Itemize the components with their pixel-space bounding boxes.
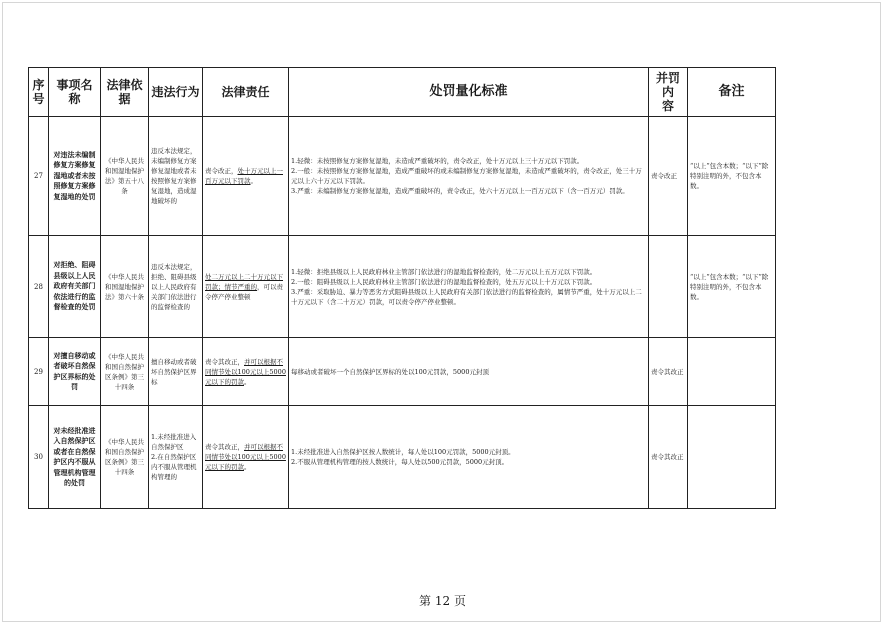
row-item-name: 对未经批准进入自然保护区或者在自然保护区内不服从管理机构管理的处罚 [49, 406, 101, 509]
row-violation: 擅自移动或者破坏自然保护区界标 [149, 338, 203, 406]
standard-line: 2.一般：未按照修复方案修复湿地，造成严重破坏的或未编制修复方案修复湿地，未造成严重破坏的，责令改正，处三十万元以上六十万元以下罚款。 [291, 167, 642, 185]
table-row [29, 236, 776, 338]
row-standard [289, 117, 649, 236]
header-combo: 并罚内 容 [649, 68, 688, 117]
row-seq: 28 [29, 236, 49, 338]
row-liability [203, 117, 289, 236]
table-row [29, 117, 776, 236]
standard-line: 1.轻微：拒绝县级以上人民政府林业主管部门依法进行的湿地监督检查的，处二万元以上五万元以下罚款。 [291, 267, 597, 276]
row-legal-basis: 《中华人民共和国自然保护区条例》第三十四条 [101, 338, 149, 406]
standard-line: 2.一般：阻碍县级以上人民政府林业主管部门依法进行的湿地监督检查的，处五万元以上十万元以下罚款。 [291, 277, 597, 286]
row-remark: “以上”包含本数；“以下”除特别注明的外，不包含本数。 [688, 236, 776, 338]
standard-line: 1.轻微：未按照修复方案修复湿地，未造成严重破坏的，责令改正，处十万元以上三十万元以下罚款。 [291, 157, 584, 165]
row-standard [289, 406, 649, 509]
standard-line: 1.未经批准进入自然保护区按人数统计，每人处以100元罚款，5000元封顶。 [291, 448, 515, 456]
row-violation: 违反本法规定，未编制修复方案修复湿地或者未按照修复方案修复湿地，造成湿地破坏的 [149, 117, 203, 236]
header-item: 事项名 称 [49, 68, 101, 117]
row-remark [688, 338, 776, 406]
standard-line: 每移动或者破坏一个自然保护区界标的处以100元罚款，5000元封顶 [291, 367, 489, 376]
row-item-name: 对擅自移动或者破坏自然保护区界标的处罚 [49, 338, 101, 406]
row-liability [203, 338, 289, 406]
liability-plain: ，可以责令停产停业整顿 [205, 282, 283, 301]
row-seq: 27 [29, 117, 49, 236]
header-std: 处罚量化标准 [289, 68, 649, 117]
table-row [29, 338, 776, 406]
table-row [29, 406, 776, 509]
header-resp: 法律责任 [203, 68, 289, 117]
row-standard [289, 338, 649, 406]
liability-underlined: 并可以根据不同情节处以100元以上5000元以下的罚款 [205, 357, 286, 386]
row-legal-basis: 《中华人民共和国湿地保护法》第五十八条 [101, 117, 149, 236]
row-item-name: 对拒绝、阻碍县级以上人民政府有关部门依法进行的监督检查的处罚 [49, 236, 101, 338]
row-standard [289, 236, 649, 338]
row-legal-basis: 《中华人民共和国湿地保护法》第六十条 [101, 236, 149, 338]
row-combined-penalty: 责令其改正 [649, 338, 688, 406]
liability-tail: 。 [244, 463, 251, 471]
header-row [29, 68, 776, 117]
liability-underlined: 并可以根据不同情节处以100元以上5000元以下的罚款 [205, 443, 286, 471]
liability-tail: 。 [244, 377, 251, 386]
liability-underlined: 处十万元以上一百万元以下罚款 [205, 167, 283, 185]
row-liability [203, 236, 289, 338]
liability-tail: 。 [250, 177, 257, 185]
header-basis: 法律依 据 [101, 68, 149, 117]
row-violation: 违反本法规定，拒绝、阻碍县级以上人民政府有关部门依法进行的监督检查的 [149, 236, 203, 338]
liability-plain: 责令其改正， [205, 357, 244, 366]
row-seq: 30 [29, 406, 49, 509]
standard-line: 3.严重：采取胁迫、暴力等恶劣方式阻碍县级以上人民政府有关部门依法进行的监督检查的，属情节严重，处十万元以上二十万元以下（含二十万元）罚款，可以责令停产停业整顿。 [291, 287, 642, 306]
row-liability [203, 406, 289, 509]
row-remark: “以上”包含本数；“以下”除特别注明的外，不包含本数。 [688, 117, 776, 236]
page-number: 第 12 页 [419, 594, 466, 608]
row-violation: 1.未经批准进入自然保护区 2.在自然保护区内不服从管理机构管理的 [149, 406, 203, 509]
row-seq: 29 [29, 338, 49, 406]
standard-line: 2.不服从管理机构管理的按人数统计，每人处以500元罚款，5000元封顶。 [291, 458, 509, 466]
liability-underlined: 处二万元以上二十万元以下罚款；情节严重的 [205, 272, 283, 291]
row-legal-basis: 《中华人民共和国自然保护区条例》第三十四条 [101, 406, 149, 509]
liability-plain: 责令其改正， [205, 443, 244, 451]
penalty-standards-table [28, 67, 776, 509]
liability-plain: 责令改正， [205, 167, 238, 175]
row-combined-penalty [649, 236, 688, 338]
header-seq: 序 号 [29, 68, 49, 117]
row-item-name: 对违法未编制修复方案修复湿地或者未按照修复方案修复湿地的处罚 [49, 117, 101, 236]
row-remark [688, 406, 776, 509]
row-combined-penalty: 责令其改正 [649, 406, 688, 509]
header-note: 备注 [688, 68, 776, 117]
row-combined-penalty: 责令改正 [649, 117, 688, 236]
standard-line: 3.严重：未编制修复方案修复湿地，造成严重破坏的，责令改正，处六十万元以上一百万元以下（含一百万元）罚款。 [291, 187, 629, 195]
header-act: 违法行为 [149, 68, 203, 117]
